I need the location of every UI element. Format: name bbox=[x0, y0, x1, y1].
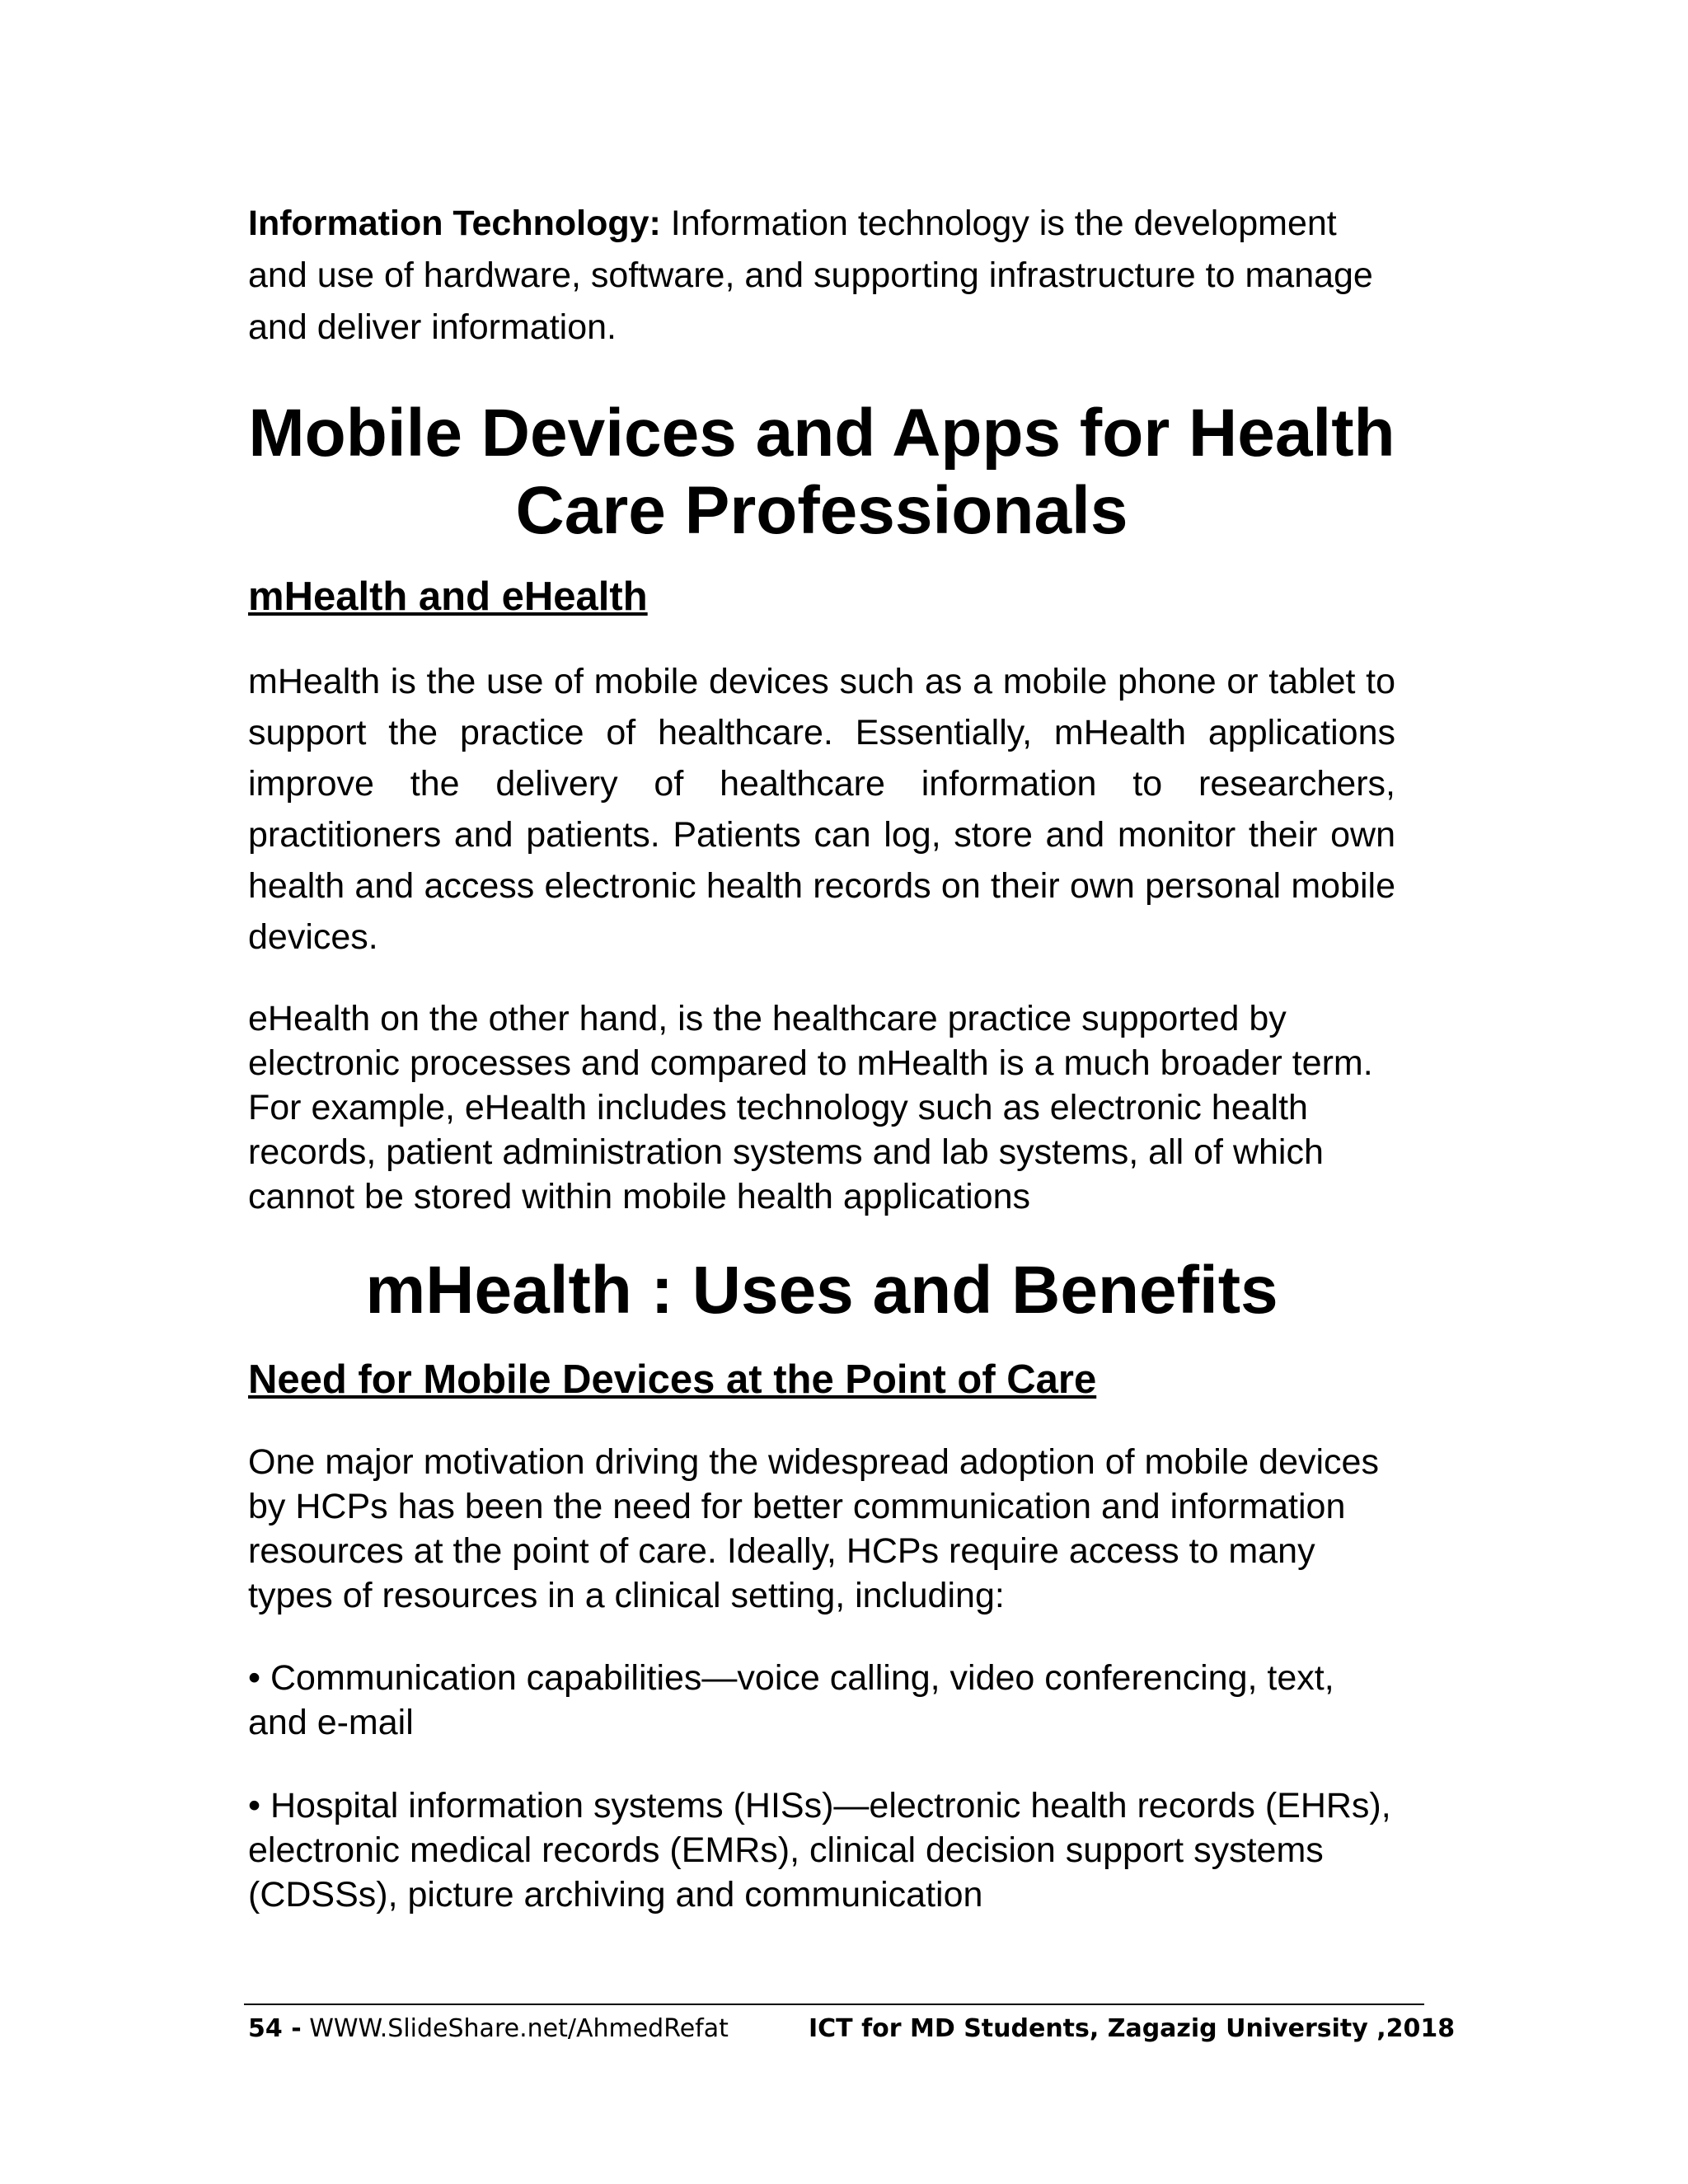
subheading-point-of-care: Need for Mobile Devices at the Point of Care bbox=[248, 1357, 1097, 1402]
paragraph-ehealth: eHealth on the other hand, is the healthcare practice supported by electronic processes and compared to mHealth is a much broader term. For example, eHealth includes technology such as electronic health records, patient administration systems and lab systems, all of which cannot be stored within mobile health applications bbox=[248, 999, 1373, 1216]
bullet-hospital-systems: • Hospital information systems (HISs)—electronic health records (EHRs), electronic medical records (EMRs), clinical decision support systems (CDSSs), picture archiving and communication bbox=[248, 1786, 1391, 1915]
page-footer bbox=[248, 2011, 1456, 2050]
heading-uses-benefits: mHealth : Uses and Benefits bbox=[365, 1253, 1278, 1328]
footer-page-number: 54 - bbox=[248, 2014, 302, 2043]
page-content bbox=[248, 198, 1395, 1917]
footer-course-title: ICT for MD Students, Zagazig University ,2018 bbox=[809, 2014, 1456, 2043]
bullet-communication: • Communication capabilities—voice calling, video conferencing, text, and e-mail bbox=[248, 1658, 1334, 1742]
footer-divider bbox=[244, 2004, 1424, 2005]
intro-text: Information technology is the development and use of hardware, software, and supporting infrastructure to manage and deliver information. bbox=[248, 204, 1373, 347]
heading-mobile-devices: Mobile Devices and Apps for Health Care Professionals bbox=[248, 396, 1395, 548]
intro-label: Information Technology: bbox=[248, 204, 661, 243]
footer-site-link[interactable]: WWW.SlideShare.net/AhmedRefat bbox=[309, 2014, 729, 2043]
paragraph-mhealth: mHealth is the use of mobile devices such as a mobile phone or tablet to support the practice of healthcare. Essentially, mHealth applications improve the delivery of healthcare information to researchers, practitioners and patients. Patients can log, store and monitor their own health and access electronic health records on their own personal mobile devices. bbox=[248, 662, 1395, 957]
intro-paragraph bbox=[248, 198, 1395, 354]
paragraph-motivation: One major motivation driving the widespread adoption of mobile devices by HCPs has been the need for better communication and information resources at the point of care. Ideally, HCPs require access to many types of resources in a clinical setting, including: bbox=[248, 1442, 1379, 1615]
subheading-mhealth-ehealth: mHealth and eHealth bbox=[248, 574, 648, 619]
